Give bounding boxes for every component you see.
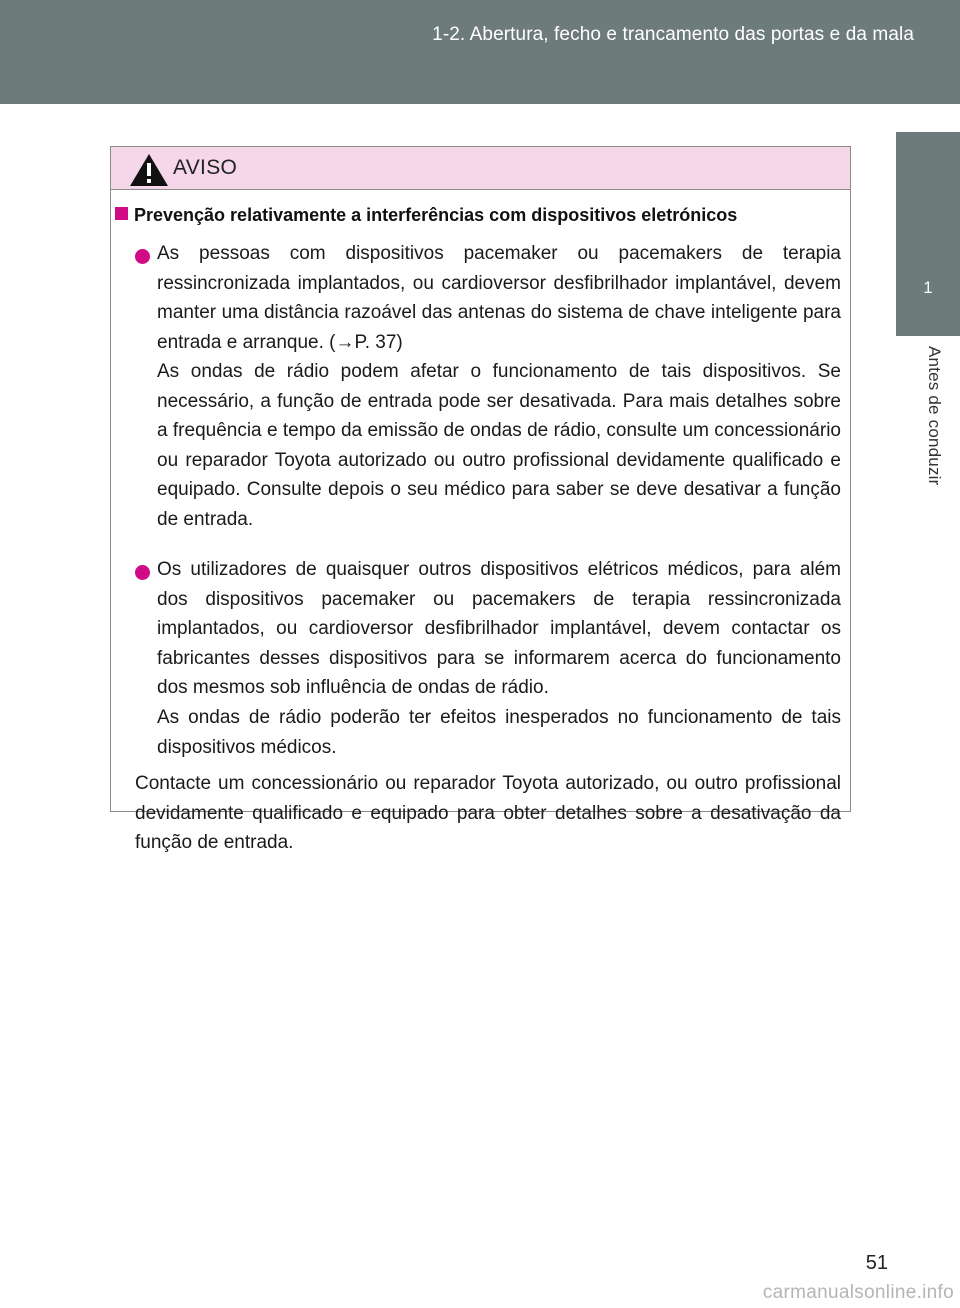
watermark: carmanualsonline.info [762,1282,954,1303]
warning-header [111,147,850,190]
bullet-dot-icon [135,565,150,580]
bullet-dot-icon [135,249,150,264]
bullet-2-paragraph-1: Os utilizadores de quaisquer outros dispositivos elétricos médicos, para além dos dispositivos pacemaker ou pacemakers de terapia ressincronizada implantados, ou cardioversor desfibrilhador implantável, devem contactar os fabricantes desses dispositivos para se informarem acerca do funcionamento dos mesmos sob influência de ondas de rádio. [157,559,841,698]
bullet-2-paragraph-2: As ondas de rádio poderão ter efeitos inesperados no funcionamento de tais dispositivos médicos. [157,707,841,758]
bullet-1-paragraph-2: As ondas de rádio podem afetar o funcionamento de tais dispositivos. Se necessário, a função de entrada pode ser desativada. Para mais detalhes sobre a frequência e tempo da emissão de ondas de rádio, consulte um concessionário ou reparador Toyota autorizado ou outro profissional devidamente qualificado e equipado. Consulte depois o seu médico para saber se deve desativar a função de entrada. [157,361,841,530]
section-title: 1-2. Abertura, fecho e trancamento das portas e da mala [432,24,914,45]
section-heading [115,205,849,226]
chapter-number: 1 [923,278,933,297]
chapter-tab[interactable] [896,132,960,336]
square-bullet-icon [115,207,128,220]
bullet-1-paragraph-1: As pessoas com dispositivos pacemaker ou pacemakers de terapia ressincronizada implantados, ou cardioversor desfibrilhador implantável, devem manter uma distância razoável das antenas do sistema de chave inteligente para entrada e arranque. (→P. 37) [157,243,841,353]
chapter-label: Antes de conduzir [925,346,944,486]
section-heading-text: Prevenção relativamente a interferências com dispositivos eletrónicos [134,205,738,225]
closing-paragraph: Contacte um concessionário ou reparador Toyota autorizado, ou outro profissional devidamente qualificado e equipado para obter detalhes sobre a desativação da função de entrada. [135,773,841,853]
header-band [0,0,960,104]
warning-box [110,146,851,853]
page-number: 51 [865,1252,888,1274]
warning-triangle-icon [129,153,169,187]
warning-title: AVISO [173,156,238,179]
